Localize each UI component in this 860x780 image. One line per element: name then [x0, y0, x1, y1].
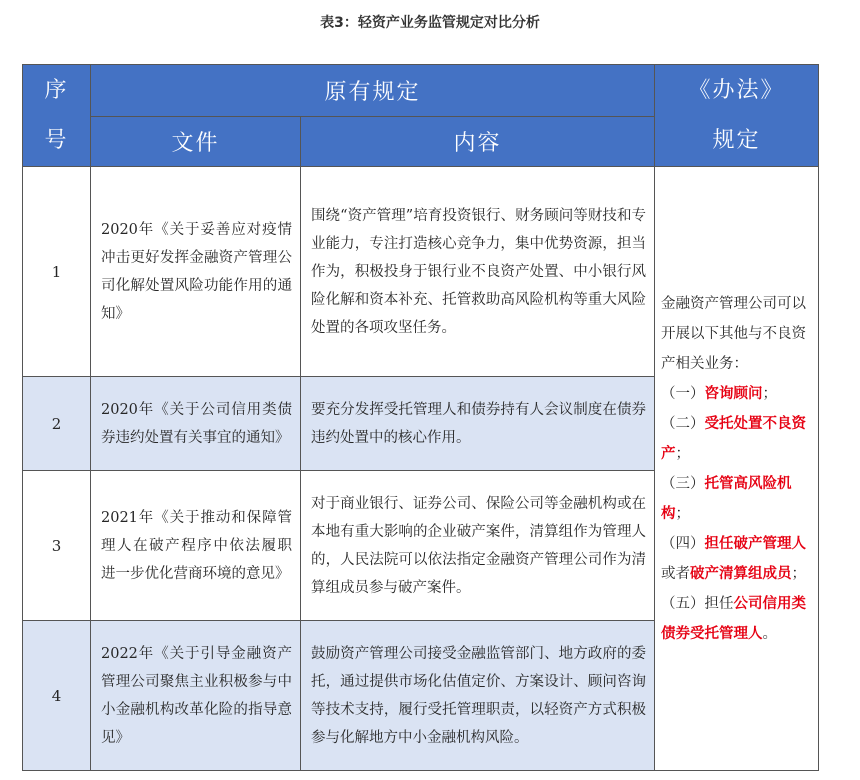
row-file: 2021年《关于推动和保障管理人在破产程序中依法履职 进一步优化营商环境的意见》: [91, 471, 301, 621]
measures-item-4: （四）担任破产管理人或者破产清算组成员；: [661, 534, 807, 582]
measures-cell: [655, 167, 819, 771]
row-file: 2022年《关于引导金融资产管理公司聚焦主业积极参与中小金融机构改革化险的指导意见》: [91, 621, 301, 771]
header-original-rules: 原有规定: [91, 65, 655, 117]
header-file: 文件: [91, 117, 301, 167]
table-row: [23, 167, 819, 377]
header-seq-line1: 序: [44, 77, 69, 103]
row-number: 2: [23, 377, 91, 471]
header-seq-line2: 号: [44, 127, 69, 153]
header-content: 内容: [301, 117, 655, 167]
header-measures-line2: 规定: [712, 127, 761, 153]
row-file: 2020年《关于妥善应对疫情冲击更好发挥金融资产管理公司化解处置风险功能作用的通知》: [91, 167, 301, 377]
row-number: 1: [23, 167, 91, 377]
header-measures-line1: 《办法》: [688, 77, 785, 103]
row-content: 围绕“资产管理”培育投资银行、财务顾问等财技和专业能力，专注打造核心竞争力，集中优势资源，担当作为，积极投身于银行业不良资产处置、中小银行风险化解和资本补充、托管救助高风险机构等重大风险处置的各项攻坚任务。: [301, 167, 655, 377]
measures-intro: 金融资产管理公司可以开展以下其他与不良资产相关业务：: [661, 295, 807, 372]
comparison-table: [22, 64, 819, 771]
header-seq: [23, 65, 91, 167]
measures-item-2: （二）受托处置不良资产；: [661, 414, 807, 462]
row-file: 2020年《关于公司信用类债券违约处置有关事宜的通知》: [91, 377, 301, 471]
table-caption: 表3：轻资产业务监管规定对比分析: [320, 15, 540, 31]
row-content: 鼓励资产管理公司接受金融监管部门、地方政府的委托，通过提供市场化估值定价、方案设计、顾问咨询等技术支持，履行受托管理职责，以轻资产方式积极参与化解地方中小金融机构风险。: [301, 621, 655, 771]
measures-item-3: （三）托管高风险机构；: [661, 474, 792, 522]
row-number: 4: [23, 621, 91, 771]
row-content: 对于商业银行、证券公司、保险公司等金融机构或在本地有重大影响的企业破产案件，清算组作为管理人的，人民法院可以依法指定金融资产管理公司作为清算组成员参与破产案件。: [301, 471, 655, 621]
row-content: 要充分发挥受托管理人和债券持有人会议制度在债券违约处置中的核心作用。: [301, 377, 655, 471]
measures-item-5: （五）担任公司信用类债券受托管理人。: [661, 594, 807, 642]
measures-item-1: （一）咨询顾问；: [661, 384, 778, 402]
header-measures: [655, 65, 819, 167]
row-number: 3: [23, 471, 91, 621]
